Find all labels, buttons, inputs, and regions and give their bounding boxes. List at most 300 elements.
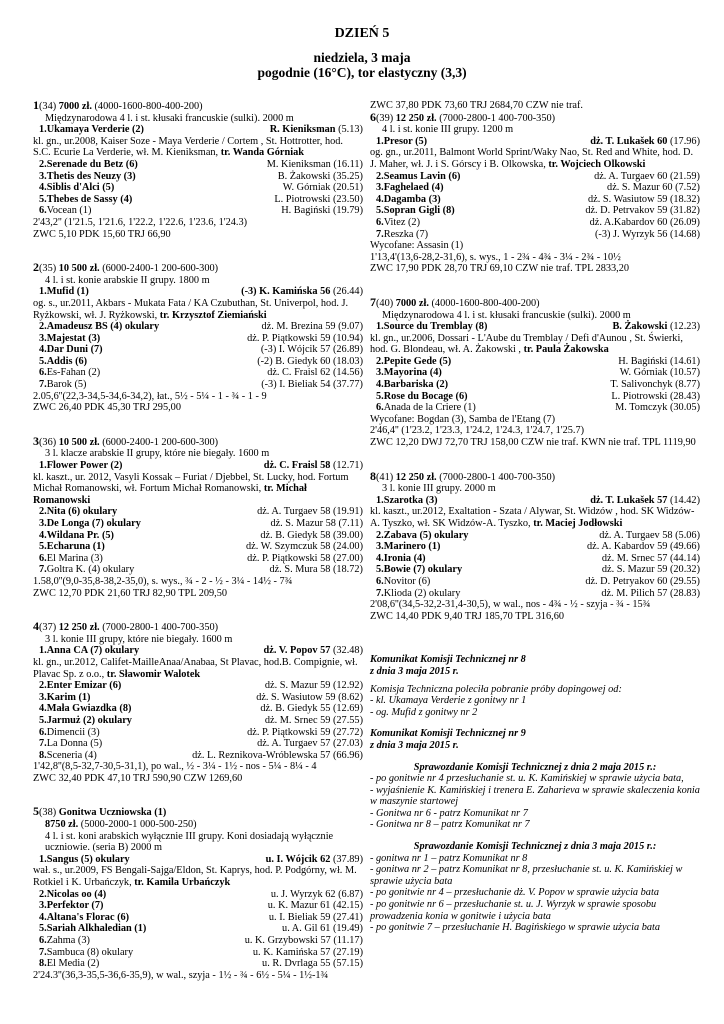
pedigree: kl. gn., ur.2012, Califet-MailleAnaa/Anabaa, St Plavac, hod.B. Compignie, wł. Plavac Sp. z o.o., [33,656,358,680]
horse: Novitor (6) [383,575,431,587]
horse: Echaruna (1) [46,541,105,553]
horse: Sceneria (4) [46,749,97,761]
horse-name [370,171,460,183]
place: 1. [39,645,47,657]
pedigree: wał. s., ur.2009, FS Bengali-Sajga/Eldon, St. Kaprys, hod. P. Podgórny, wł. M. Rotkiel i K. Urbańczyk, [33,865,357,889]
horse-name [33,715,132,727]
race-number: 8 [370,468,376,483]
place: 7. [39,564,47,576]
result-row [370,391,700,403]
horse-name [370,205,455,217]
horse-name [33,703,131,715]
place: 3. [376,182,384,194]
winner-row [33,854,363,866]
jockey: dż. M. Srnec 57 (44.14) [601,552,700,564]
jockey: B. Żakowski (35.25) [277,170,363,182]
result-row [33,518,363,530]
place: 4. [376,193,384,205]
horse-name [370,229,428,241]
page-header [0,26,724,80]
horse: El Media (2) [46,958,100,970]
jockey: H. Bagiński (14.61) [618,355,700,367]
result-row [370,367,700,379]
race-extra: ZWC 12,70 PDK 21,60 TRJ 82,90 TPL 209,50 [33,587,228,599]
jockey: M. Kieniksman (16.11) [266,158,363,170]
horse: Dagamba (3) [383,193,441,205]
result-row [370,229,700,241]
winner-row [370,495,700,507]
horse-name [370,564,462,576]
horse-name [370,588,460,600]
horse-name [33,286,89,298]
result-row [33,692,363,704]
race-extra: Wycofane: Bogdan (3), Samba de l'Etang (7) [370,413,556,425]
race-extra: ZWC 32,40 PDK 47,10 TRJ 590,90 CZW 1269,60 [33,772,243,784]
jockey: (-3) I. Wójcik 57 (26.89) [260,344,363,356]
horse-name [370,194,441,206]
horse-name [33,541,105,553]
horse-name [33,854,130,866]
place: 6. [39,935,47,946]
race-block [33,433,363,599]
place: 1. [39,853,47,865]
jockey: dż. D. Petryakov 60 (29.55) [585,575,700,587]
place: 7. [39,738,47,750]
race-id: (37) [39,622,57,634]
place: 1. [376,135,384,147]
horse-name [33,356,87,368]
horse: Bowie (7) okulary [383,564,463,576]
horse: Sambuca (8) okulary [46,946,134,958]
jockey: dż. S. Mazur 58 (7.11) [270,518,363,529]
jockey: T. Salivonchyk (8.77) [610,379,700,391]
jockey-name: B. Żakowski [612,321,668,333]
horse-name [33,182,114,194]
horse: Mała Gwiazdka (8) [46,703,132,715]
result-row [33,367,363,379]
race-header [33,100,363,113]
place: 4. [39,529,47,541]
pedigree: kl. kaszt., ur.2012, Exaltation - Szata / Alywar, St. Widzów , hod. SK Widzów-A. Tyszko, wł. SK Widzów-A. Tyszko, [370,506,695,529]
race-prize-line [33,819,363,831]
race-extra: 2'24.3''(36,3-35,5-36,6-35,9), w wal., szyja - 1½ - ¾ - 6½ - 5¼ - 1½-1¾ [33,969,329,981]
result-row [370,171,700,183]
place: 3. [376,367,384,379]
horse: Sopran Gigli (8) [383,205,455,217]
place: 2. [39,321,47,333]
komunikat-8-line: Komisja Techniczna poleciła pobranie próby dopingowej od: [370,683,622,695]
place: 6. [376,216,384,228]
result-row [33,321,363,333]
race-block [370,109,700,275]
result-row [370,379,700,391]
race-id: (40) [376,297,394,309]
sprawozdanie-2-line: - Gonitwa nr 8 – patrz Komunikat nr 7 [370,819,530,831]
race-prize: 12 250 zł. [58,622,100,634]
result-row [370,205,700,217]
race-number: 4 [33,619,39,634]
result-row [33,935,363,947]
race-conditions: 3 l. klacze arabskie II grupy, które nie biegały. 1600 m [45,448,270,460]
pedigree: kl. gn., ur.2006, Dossari - L'Aube du Tremblay / Defi d'Aunou , St. Świerki, hod. G. Blondeau, wł. A. Żakowski , [370,332,683,356]
sprawozdanie-2-title: Sprawozdanie Komisji Technicznej z dnia 2 maja 2015 r.: [413,761,657,773]
race-id: (38) [39,807,57,819]
place: 2. [39,506,47,518]
result-row [370,402,700,414]
result-row [33,333,363,345]
result-row [370,182,700,194]
jockey: dż. B. Giedyk 55 (12.69) [260,703,363,715]
place: 4. [39,182,47,194]
horse: Marinero (1) [383,541,441,553]
horse: Reszka (7) [383,228,429,240]
jockey: dż. A.Kabardov 60 (26.09) [589,216,700,228]
horse-name [370,576,430,588]
race-extra: 1'42,8''(8,5-32,7-30,5-31,1), po wal., ½ - 3¼ - 1½ - nos - 5¼ - 8¼ - 4 [33,761,317,773]
race-extra: ZWC 17,90 PDK 28,70 TRJ 69,10 CZW nie traf. TPL 2833,20 [370,263,630,275]
race-conditions: 4 l. i st. konie III grupy. 1200 m [382,124,514,136]
race-conditions: Międzynarodowa 4 l. i st. kłusaki francuskie (sulki). 2000 m [382,309,631,321]
place: 4. [376,552,384,564]
race-block [33,262,363,414]
race-id: (35) [39,263,57,275]
race-conditions: 3 l. konie III grupy. 2000 m [382,483,496,495]
horse: Goltra K. (4) okulary [46,564,135,576]
place: 6. [39,726,47,738]
pedigree: kl. gn., ur.2008, Kaiser Soze - Maya Verderie / Cortem , St. Hottrotter, hod. S.C. Ecurie La Verderie, wł. M. Kieniksman, [33,135,343,159]
place: 3. [39,691,47,703]
result-row [33,912,363,924]
race-header [370,294,700,310]
horse: Enter Emizar (6) [46,680,122,692]
race-block [33,100,363,240]
komunikat-8-line: - og. Mufid z gonitwy nr 2 [370,706,478,718]
horse-name [33,900,103,912]
winner-info [370,506,700,529]
jockey: dż. L. Reznikova-Wróblewska 57 (66.96) [192,749,363,761]
jockey: dż. P. Piątkowski 58 (27.00) [247,552,363,564]
jockey: H. Bagiński (19.79) [281,205,363,217]
race-number: 6 [370,109,376,124]
result-row [33,703,363,715]
horse: Sariah Alkhaledian (1) [46,923,147,935]
jockey: (-3) J. Wyrzyk 56 (14.68) [595,228,700,240]
horse: Serenade du Betz (6) [46,158,138,170]
jockey: u. K. Kamińska 57 (27.19) [252,946,363,958]
horse-name [370,367,442,379]
place: 5. [39,541,47,553]
race-5-payouts: ZWC 37,80 PDK 73,60 TRJ 2684,70 CZW nie traf. [370,100,583,111]
place: 1. [39,460,47,472]
odds: (32.48) [332,645,363,657]
result-row [33,530,363,542]
horse-name [33,958,99,970]
horse-name [33,367,100,379]
odds: (17.96) [669,135,700,147]
place: 6. [39,367,47,379]
pedigree: og. gn., ur.2011, Balmont World Sprint/Waky Nao, St. Red and White, hod. D. J. Maher, wł. J. i S. Górscy i B. Olkowska, [370,147,694,170]
horse-name [33,379,86,391]
trainer: tr. Michał Romanowski [33,483,307,506]
result-row [33,182,363,194]
horse-name [33,923,146,935]
race-id: (41) [376,471,394,483]
sprawozdanie-3-line: - po gonitwie nr 6 – przesłuchanie st. u. J. Wyrzyk w sprawie sposobu prowadzenia konia w gonitwie i użycia bata [370,899,657,922]
horse: Pepite Gede (5) [383,355,452,367]
prize-split: (6000-2400-1 200-600-300) [102,263,219,275]
race-prize: 7000 zł. [58,101,92,112]
horse-name [33,680,121,692]
horse-name [33,506,117,518]
horse: Faghelaed (4) [383,182,444,194]
race-header [33,621,363,634]
race-extra: 2'08,6''(34,5-32,2-31,4-30,5), w wal., nos - 4¾ - ½ - szyja - ¾ - 15¾ [370,599,651,611]
jockey: W. Górniak (20.51) [282,182,363,194]
winner-info [33,472,363,507]
trainer: tr. Kamila Urbańczyk [134,877,231,889]
winner-row [33,645,363,657]
winner-info [33,657,363,680]
horse-name [33,205,91,217]
horse: Thetis des Neuzy (3) [46,170,136,182]
horse-name [33,530,114,542]
race-prize-amount: 8750 zł. [45,819,79,831]
result-row [33,958,363,970]
prize-split: (7000-2800-1 400-700-350) [439,112,556,124]
place: 6. [376,575,384,587]
result-row [33,171,363,183]
jockey: dż. D. Petrvakov 59 (31.82) [585,205,700,217]
race-number: 3 [33,433,39,448]
horse: Klioda (2) okulary [383,587,461,599]
race-prize: 7000 zł. [395,297,429,309]
horse: Altana's Florac (6) [46,911,130,923]
horse: Mufid (1) [46,286,89,298]
horse-name [33,460,122,472]
winner-info [370,333,700,356]
trainer: tr. Wojciech Olkowski [548,158,646,170]
horse: Anada de la Criere (1) [383,402,476,414]
result-row [33,356,363,368]
race-extra: 2.05,6''(22,3-34,5-34,6-34,2), łat., 5½ - 5¼ - 1 - ¾ - 1 - 9 [33,390,267,402]
place: 2. [39,158,47,170]
result-row [33,564,363,576]
jockey: u. J. Wyrzyk 62 (6.87) [270,888,363,900]
horse-name [33,738,102,750]
place: 3. [39,900,47,912]
komunikat-8-title: Komunikat Komisji Technicznej nr 8 [370,654,526,666]
left-column [33,100,363,1003]
prize-split: (7000-2800-1 400-700-350) [102,622,219,634]
day-title: DZIEŃ 5 [334,26,390,41]
place: 4. [39,344,47,356]
horse: Zabava (5) okulary [383,529,469,541]
horse-name [33,518,141,530]
race-number: 1 [33,98,39,112]
place: 2. [39,680,47,692]
result-row [33,205,363,217]
horse: Addis (6) [46,355,88,367]
sprawozdanie-3-line: - po gonitwie 7 – przesłuchanie H. Bagińskiego w sprawie użycia bata [370,922,661,934]
race-extra: ZWC 5,10 PDK 15,60 TRJ 66,90 [33,228,171,240]
race-extra: 1'13,4'(13,6-28,2-31,6), s. wys., 1 - 2¾ - 4¾ - 3¼ - 2¾ - 10½ [370,251,621,263]
race-extra: ZWC 26,40 PDK 45,30 TRJ 295,00 [33,402,181,414]
horse-name [370,391,468,403]
horse: Mayorina (4) [383,367,442,379]
jockey [241,286,363,298]
race-number: 7 [370,294,376,309]
horse-name [33,947,133,959]
race-prize: 12 250 zł. [395,471,437,483]
race-header [33,433,363,449]
jockey [590,136,700,148]
commission-section [370,654,700,933]
prize-split: (4000-1600-800-400-200) [94,101,203,112]
winner-info [33,136,363,159]
jockey [266,854,363,866]
place: 8. [39,749,47,761]
prize-split: (5000-2000-1 000-500-250) [80,819,197,831]
horse: Rose du Bocage (6) [383,390,468,402]
sprawozdanie-2-line: - Gonitwa nr 6 - patrz Komunikat nr 7 [370,807,528,819]
jockey: M. Tomczyk (30.05) [615,402,700,414]
result-row [33,947,363,959]
komunikat-8-line: - kl. Ukamaya Verderie z gonitwy nr 1 [370,695,527,707]
jockey: dż. S. Wasiutow 59 (18.32) [588,193,700,205]
horse: Karim (1) [46,691,91,703]
jockey-name: dż. C. Fraisl 58 [263,460,331,472]
race-header [370,109,700,125]
jockey: (-3) I. Bieliak 54 (37.77) [261,379,363,391]
horse-name [370,182,444,194]
sprawozdanie-2-line: - po gonitwie nr 4 przesłuchanie st. u. K. Kamińskiej w sprawie użycia bata, [370,773,684,785]
horse-name [33,333,100,345]
jockey: dż. W. Szymczuk 58 (24.00) [246,541,363,553]
horse-name [33,124,144,136]
horse: Vitez (2) [383,216,420,228]
horse: Flower Power (2) [46,460,123,472]
race-block [33,621,363,784]
jockey: u. R. Dvrlaga 55 (57.15) [262,958,363,970]
place: 1. [376,494,384,506]
race-extra: ZWC 14,40 PDK 9,40 TRJ 185,70 TPL 316,60 [370,610,565,622]
horse: Anna CA (7) okulary [46,645,140,657]
place: 3. [39,332,47,344]
horse: Ukamaya Verderie (2) [46,124,144,136]
horse: Source du Tremblay (8) [383,321,488,333]
jockey: dż. S. Mazur 60 (7.52) [607,182,700,194]
jockey-name: u. I. Wójcik 62 [265,853,331,865]
place: 8. [39,958,47,970]
place: 5. [376,390,384,402]
winner-info [33,298,363,321]
odds: (14.42) [669,494,700,506]
horse: Zahma (3) [46,935,90,946]
horse-name [33,553,103,565]
race-id: (34) [39,101,57,112]
date-line: niedziela, 3 maja [313,50,411,65]
race-header [370,468,700,484]
place: 1. [39,124,47,136]
place: 6. [39,205,47,217]
race-block [33,806,363,981]
result-row [33,541,363,553]
place: 5. [39,923,47,935]
jockey: u. I. Bieliak 59 (27.41) [268,911,363,923]
place: 1. [376,321,384,333]
jockey-name: dż. T. Lukašek 60 [590,135,668,147]
trainer: tr. Wanda Górniak [220,147,304,159]
horse: De Longa (7) okulary [46,518,141,529]
horse-name [370,321,487,333]
race-conditions: 4 l. i st. konie arabskie II grupy. 1800 m [45,274,210,286]
jockey-name: (-3) K. Kamińska 56 [241,286,331,298]
result-row [33,194,363,206]
jockey: dż. A. Turgaev 57 (27.03) [257,738,363,750]
race-id: (36) [39,436,57,448]
horse-name [370,530,468,542]
odds: (5.13) [338,124,363,136]
jockey [264,645,363,657]
race-extra: ZWC 12,20 DWJ 72,70 TRJ 158,00 CZW nie traf. KWN nie traf. TPL 1119,90 [370,437,696,449]
race-prize: 10 500 zł. [58,436,100,448]
komunikat-9-date: z dnia 3 maja 2015 r. [370,739,459,751]
horse-name [33,344,103,356]
result-row [33,680,363,692]
winner-row [370,321,700,333]
jockey: L. Piotrowski (28.43) [611,390,700,402]
right-column [370,100,700,934]
jockey: dż. A. Turgaev 58 (5.06) [599,529,700,541]
race-prize: 10 500 zł. [58,263,100,275]
horse: Dar Duni (7) [46,344,103,356]
sprawozdanie-3-line: - gonitwa nr 1 – patrz Komunikat nr 8 [370,852,528,864]
horse-name [370,217,420,229]
race-extra: Wycofane: Assasin (1) [370,240,464,252]
jockey: (-2) B. Giedyk 60 (18.03) [257,355,363,367]
horse-name [33,727,100,739]
horse-name [33,564,134,576]
place: 6. [376,402,384,414]
jockey: dż. S. Wasiutow 59 (8.62) [256,691,363,703]
winner-row [33,286,363,298]
jockey: u. A. Gil 61 (19.49) [282,923,363,935]
jockey: dż. P. Piątkowski 59 (10.94) [247,332,363,344]
race-conditions: 3 l. konie III grupy, które nie biegały. 1600 m [45,633,233,645]
horse-name [370,379,448,391]
horse: La Donna (5) [46,738,103,750]
horse-name [370,495,438,507]
race-conditions: 4 l. i st. koni arabskich wyłącznie III grupy. Koni dosiadają wyłącznie uczniowie. (seria B) 2000 m [45,830,334,854]
horse: Barok (5) [46,379,87,391]
result-row [33,344,363,356]
jockey: dż. B. Giedyk 58 (39.00) [260,529,363,541]
horse: Thebes de Sassy (4) [46,193,133,205]
jockey: dż. P. Piątkowski 59 (27.72) [247,726,363,738]
result-row [370,194,700,206]
result-row [33,506,363,518]
horse-name [33,912,129,924]
race-prize: 12 250 zł. [395,112,437,124]
result-row [370,576,700,588]
place: 4. [39,703,47,715]
jockey [590,495,700,507]
winner-info [370,147,700,170]
sprawozdanie-3-title: Sprawozdanie Komisji Technicznej z dnia 3 maja 2015 r.: [413,841,657,853]
result-row [370,356,700,368]
result-row [33,750,363,762]
place: 3. [376,541,384,553]
